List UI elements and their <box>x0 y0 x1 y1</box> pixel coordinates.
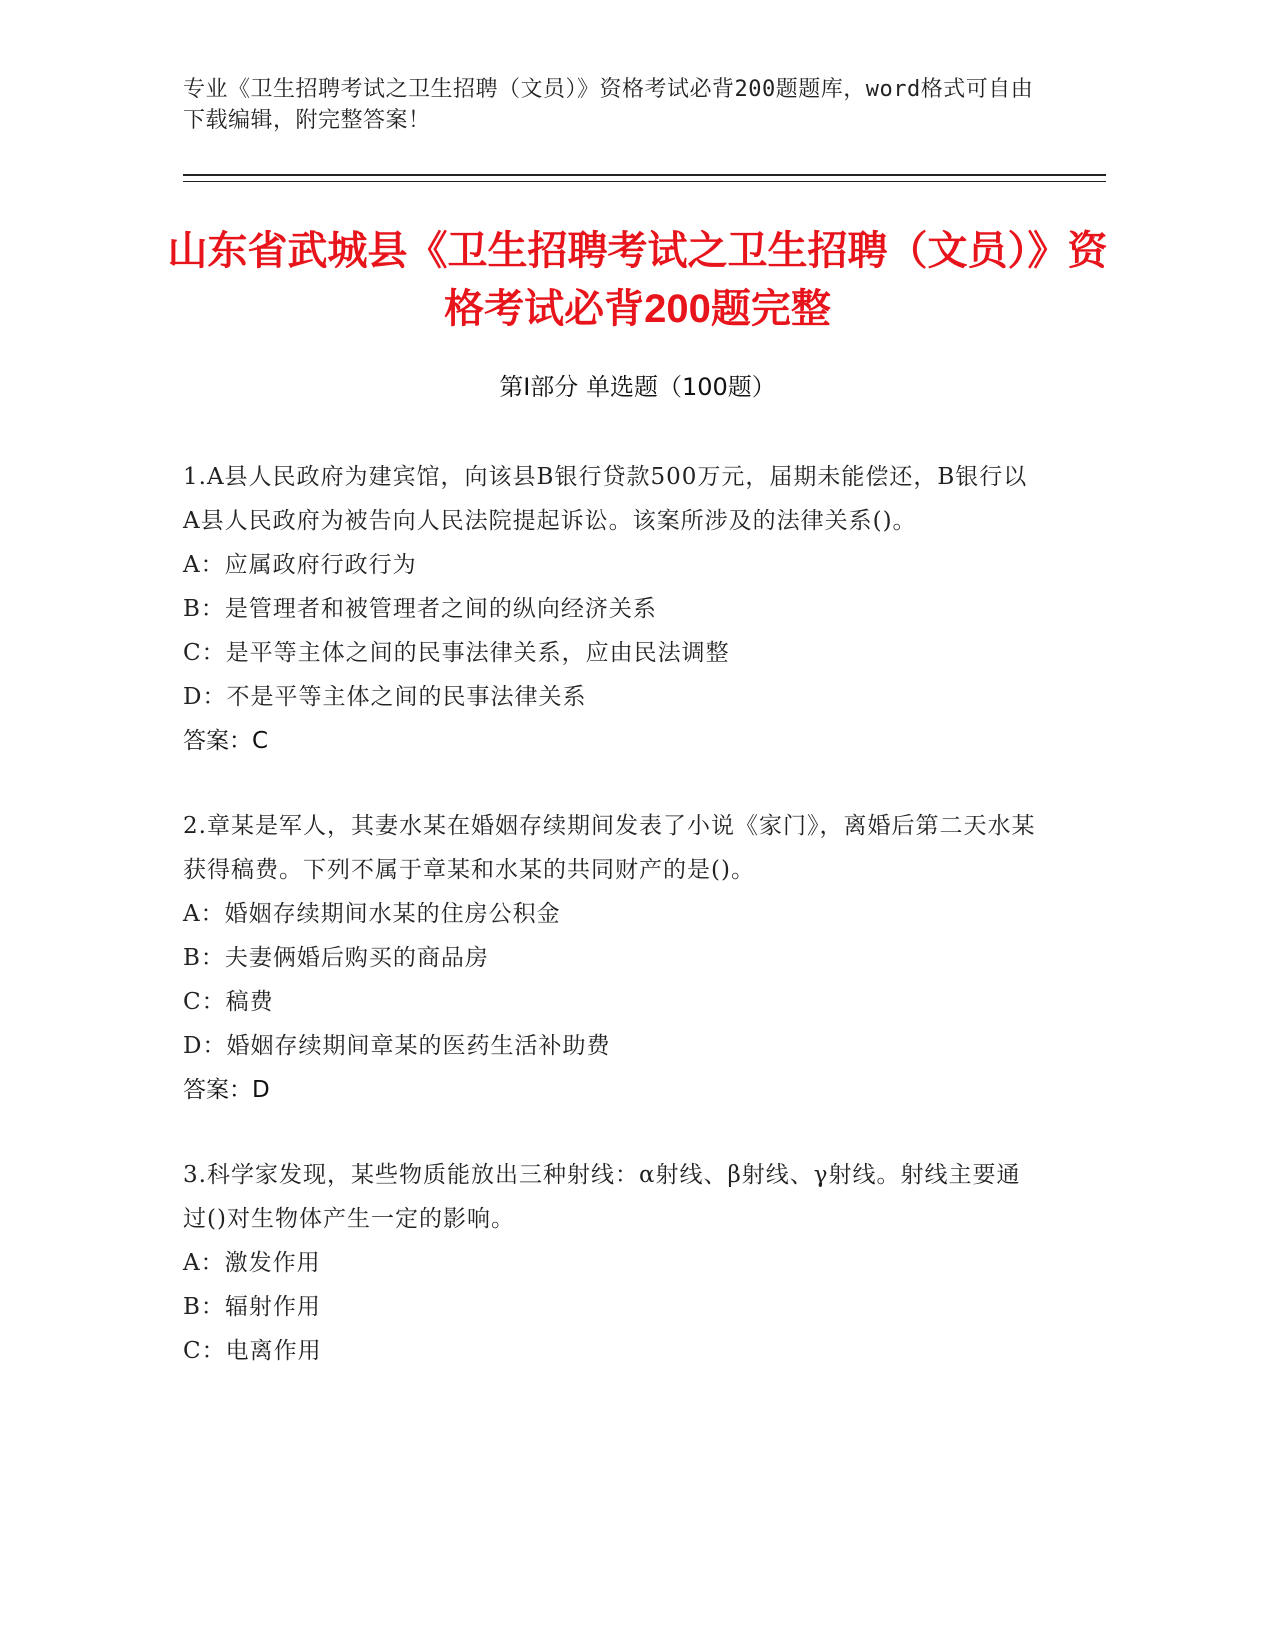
answer-line: 答案：D <box>183 1077 270 1103</box>
option-d: D：不是平等主体之间的民事法律关系 <box>183 684 587 710</box>
header-note: 专业《卫生招聘考试之卫生招聘（文员）》资格考试必背200题题库，word格式可自由下载编辑，附完整答案！ <box>183 77 1034 133</box>
question-list <box>183 455 1043 1414</box>
option-c: C：电离作用 <box>183 1338 322 1364</box>
question-1 <box>183 455 1043 763</box>
document-title: 山东省武城县《卫生招聘考试之卫生招聘（文员）》资格考试必背200题完整 <box>167 229 1108 331</box>
option-c: C：稿费 <box>183 989 274 1015</box>
option-b: B：辐射作用 <box>183 1294 321 1320</box>
question-stem: 3.科学家发现，某些物质能放出三种射线：α射线、β射线、γ射线。射线主要通过()对生物体产生一定的影响。 <box>183 1162 1021 1232</box>
option-a: A：婚姻存续期间水某的住房公积金 <box>183 901 561 927</box>
option-c: C：是平等主体之间的民事法律关系，应由民法调整 <box>183 640 730 666</box>
answer-line: 答案：C <box>183 728 269 754</box>
question-stem: 2.章某是军人，其妻水某在婚姻存续期间发表了小说《家门》，离婚后第二天水某获得稿费。下列不属于章某和水某的共同财产的是()。 <box>183 813 1036 883</box>
question-stem: 1.A县人民政府为建宾馆，向该县B银行贷款500万元，届期未能偿还，B银行以A县人民政府为被告向人民法院提起诉讼。该案所涉及的法律关系()。 <box>183 464 1028 534</box>
question-3 <box>183 1153 1043 1373</box>
option-d: D：婚姻存续期间章某的医药生活补助费 <box>183 1033 611 1059</box>
option-a: A：应属政府行政行为 <box>183 552 417 578</box>
question-2 <box>183 804 1043 1112</box>
header-divider-thin <box>183 181 1106 182</box>
option-b: B：夫妻俩婚后购买的商品房 <box>183 945 489 971</box>
option-b: B：是管理者和被管理者之间的纵向经济关系 <box>183 596 657 622</box>
option-a: A：激发作用 <box>183 1250 321 1276</box>
header-divider-thick <box>183 174 1106 176</box>
section-title: 第Ⅰ部分 单选题（100题） <box>499 373 776 401</box>
